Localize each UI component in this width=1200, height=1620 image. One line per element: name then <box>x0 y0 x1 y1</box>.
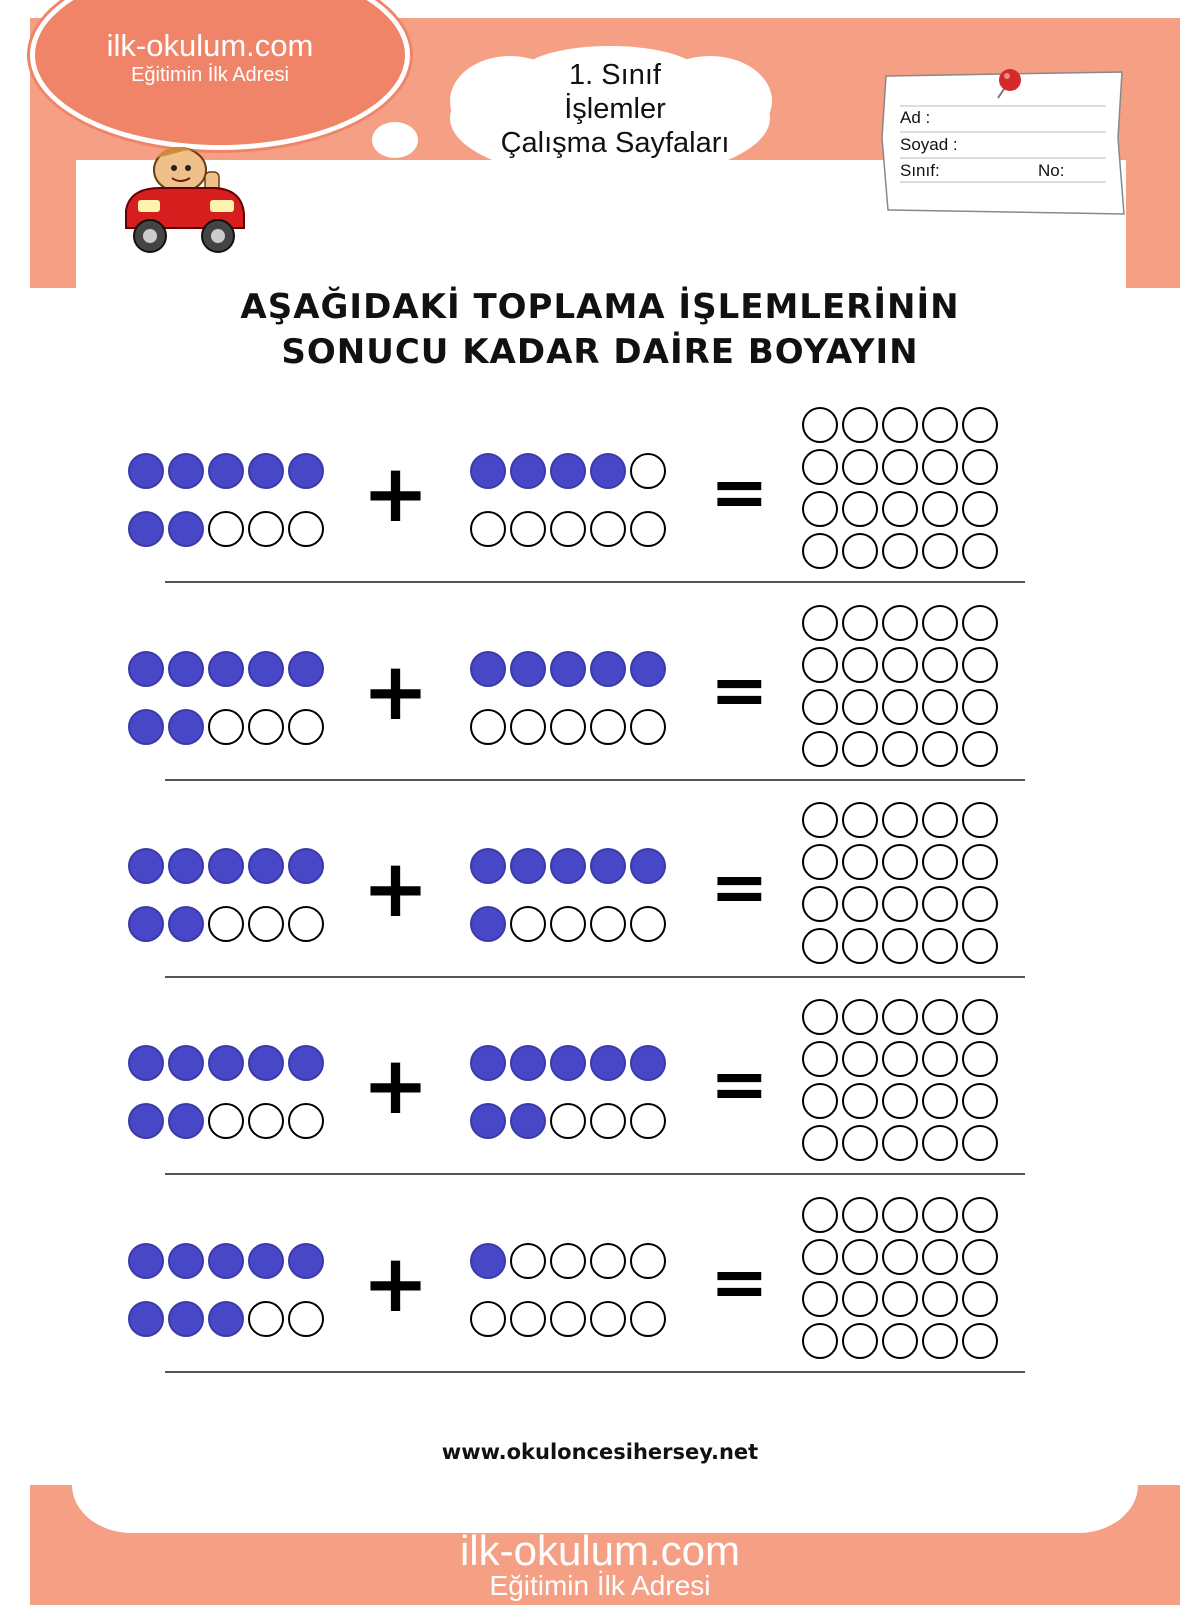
filled-circle <box>510 1103 546 1139</box>
empty-circle[interactable] <box>962 689 998 725</box>
empty-circle[interactable] <box>470 1301 506 1337</box>
empty-circle[interactable] <box>962 999 998 1035</box>
filled-circle <box>288 848 324 884</box>
empty-circle[interactable] <box>842 1041 878 1077</box>
empty-circle[interactable] <box>922 802 958 838</box>
filled-circle <box>248 848 284 884</box>
row-divider <box>165 581 1025 583</box>
empty-circle[interactable] <box>842 1323 878 1359</box>
empty-circle[interactable] <box>590 1103 626 1139</box>
empty-circle[interactable] <box>630 511 666 547</box>
empty-circle[interactable] <box>630 1301 666 1337</box>
empty-circle[interactable] <box>922 844 958 880</box>
filled-circle <box>208 848 244 884</box>
empty-circle[interactable] <box>510 1301 546 1337</box>
empty-circle[interactable] <box>922 647 958 683</box>
empty-circle[interactable] <box>922 928 958 964</box>
filled-circle <box>470 1243 506 1279</box>
empty-circle[interactable] <box>842 1197 878 1233</box>
name-card <box>878 68 1130 218</box>
filled-circle <box>128 906 164 942</box>
empty-circle[interactable] <box>550 906 586 942</box>
empty-circle[interactable] <box>510 709 546 745</box>
logo-title[interactable]: ilk-okulum.com <box>106 28 314 63</box>
empty-circle[interactable] <box>802 1125 838 1161</box>
empty-circle[interactable] <box>802 533 838 569</box>
empty-circle[interactable] <box>882 491 918 527</box>
filled-circle <box>248 1243 284 1279</box>
filled-circle <box>248 453 284 489</box>
empty-circle[interactable] <box>208 709 244 745</box>
empty-circle[interactable] <box>962 844 998 880</box>
empty-circle[interactable] <box>590 709 626 745</box>
plus-sign: + <box>362 1237 430 1330</box>
empty-circle[interactable] <box>922 1323 958 1359</box>
empty-circle[interactable] <box>842 928 878 964</box>
filled-circle <box>208 1045 244 1081</box>
empty-circle[interactable] <box>802 844 838 880</box>
row-divider <box>165 1371 1025 1373</box>
empty-circle[interactable] <box>510 511 546 547</box>
filled-circle <box>128 1243 164 1279</box>
empty-circle[interactable] <box>630 906 666 942</box>
empty-circle[interactable] <box>802 1239 838 1275</box>
empty-circle[interactable] <box>962 731 998 767</box>
empty-circle[interactable] <box>962 1125 998 1161</box>
cloud-line-pages: Çalışma Sayfaları <box>500 127 730 159</box>
empty-circle[interactable] <box>962 1083 998 1119</box>
row-divider <box>165 779 1025 781</box>
plus-sign: + <box>362 1039 430 1132</box>
empty-circle[interactable] <box>922 491 958 527</box>
instruction-line-2: SONUCU KADAR DAİRE BOYAYIN <box>281 332 919 372</box>
filled-circle <box>510 453 546 489</box>
filled-circle <box>168 906 204 942</box>
empty-circle[interactable] <box>922 886 958 922</box>
empty-circle[interactable] <box>882 844 918 880</box>
empty-circle[interactable] <box>802 1281 838 1317</box>
filled-circle <box>128 651 164 687</box>
empty-circle[interactable] <box>288 709 324 745</box>
empty-circle[interactable] <box>842 647 878 683</box>
empty-circle[interactable] <box>922 1125 958 1161</box>
footer-slogan: Eğitimin İlk Adresi <box>489 1570 711 1601</box>
empty-circle[interactable] <box>630 1243 666 1279</box>
pushpin-icon <box>988 64 1028 104</box>
empty-circle[interactable] <box>802 1083 838 1119</box>
empty-circle[interactable] <box>248 709 284 745</box>
worksheet-heading <box>470 58 760 160</box>
filled-circle <box>128 848 164 884</box>
filled-circle <box>128 1301 164 1337</box>
filled-circle <box>470 848 506 884</box>
empty-circle[interactable] <box>288 1301 324 1337</box>
empty-circle[interactable] <box>842 449 878 485</box>
empty-circle[interactable] <box>802 689 838 725</box>
empty-circle[interactable] <box>208 906 244 942</box>
empty-circle[interactable] <box>802 999 838 1035</box>
filled-circle <box>470 906 506 942</box>
empty-circle[interactable] <box>922 689 958 725</box>
empty-circle[interactable] <box>590 1301 626 1337</box>
filled-circle <box>168 1045 204 1081</box>
empty-circle[interactable] <box>842 844 878 880</box>
filled-circle <box>550 453 586 489</box>
filled-circle <box>128 709 164 745</box>
empty-circle[interactable] <box>550 511 586 547</box>
empty-circle[interactable] <box>550 1243 586 1279</box>
empty-circle[interactable] <box>510 906 546 942</box>
empty-circle[interactable] <box>882 689 918 725</box>
empty-circle[interactable] <box>962 605 998 641</box>
empty-circle[interactable] <box>550 1103 586 1139</box>
empty-circle[interactable] <box>882 928 918 964</box>
filled-circle <box>128 453 164 489</box>
filled-circle <box>590 1045 626 1081</box>
empty-circle[interactable] <box>510 1243 546 1279</box>
empty-circle[interactable] <box>550 709 586 745</box>
filled-circle <box>168 1301 204 1337</box>
empty-circle[interactable] <box>922 533 958 569</box>
cloud-bubble <box>258 210 276 224</box>
filled-circle <box>128 511 164 547</box>
empty-circle[interactable] <box>842 407 878 443</box>
empty-circle[interactable] <box>842 533 878 569</box>
footer-brand[interactable]: ilk-okulum.com <box>459 1527 741 1574</box>
card-class-label: Sınıf: <box>900 161 940 180</box>
filled-circle <box>510 1045 546 1081</box>
empty-circle[interactable] <box>962 449 998 485</box>
empty-circle[interactable] <box>802 449 838 485</box>
instruction-line-1: AŞAĞIDAKİ TOPLAMA İŞLEMLERİNİN <box>240 287 960 327</box>
empty-circle[interactable] <box>802 407 838 443</box>
plus-sign: + <box>362 645 430 738</box>
cloud-bubble <box>372 122 418 158</box>
filled-circle <box>470 1045 506 1081</box>
empty-circle[interactable] <box>288 511 324 547</box>
empty-circle[interactable] <box>842 1281 878 1317</box>
cloud-bubble <box>290 196 316 216</box>
empty-circle[interactable] <box>802 731 838 767</box>
filled-circle <box>470 1103 506 1139</box>
empty-circle[interactable] <box>922 1239 958 1275</box>
filled-circle <box>288 1045 324 1081</box>
filled-circle <box>288 1243 324 1279</box>
empty-circle[interactable] <box>882 731 918 767</box>
card-surname-label: Soyad : <box>900 135 958 154</box>
empty-circle[interactable] <box>922 605 958 641</box>
empty-circle[interactable] <box>590 906 626 942</box>
empty-circle[interactable] <box>922 731 958 767</box>
filled-circle <box>208 1301 244 1337</box>
empty-circle[interactable] <box>962 802 998 838</box>
empty-circle[interactable] <box>882 1239 918 1275</box>
cloud-line-topic: İşlemler <box>564 93 666 125</box>
filled-circle <box>550 1045 586 1081</box>
filled-circle <box>550 848 586 884</box>
filled-circle <box>248 651 284 687</box>
empty-circle[interactable] <box>922 1041 958 1077</box>
filled-circle <box>630 1045 666 1081</box>
empty-circle[interactable] <box>208 1103 244 1139</box>
filled-circle <box>168 709 204 745</box>
empty-circle[interactable] <box>842 731 878 767</box>
filled-circle <box>248 1045 284 1081</box>
website-link[interactable]: www.okuloncesihersey.net <box>441 1440 759 1464</box>
filled-circle <box>510 651 546 687</box>
empty-circle[interactable] <box>842 491 878 527</box>
empty-circle[interactable] <box>630 709 666 745</box>
empty-circle[interactable] <box>590 511 626 547</box>
empty-circle[interactable] <box>962 886 998 922</box>
empty-circle[interactable] <box>962 407 998 443</box>
empty-circle[interactable] <box>882 1041 918 1077</box>
equals-sign: = <box>710 451 769 533</box>
empty-circle[interactable] <box>962 1281 998 1317</box>
empty-circle[interactable] <box>882 449 918 485</box>
empty-circle[interactable] <box>802 886 838 922</box>
filled-circle <box>470 453 506 489</box>
filled-circle <box>168 651 204 687</box>
empty-circle[interactable] <box>882 605 918 641</box>
empty-circle[interactable] <box>550 1301 586 1337</box>
row-divider <box>165 1173 1025 1175</box>
empty-circle[interactable] <box>882 1323 918 1359</box>
filled-circle <box>128 1103 164 1139</box>
empty-circle[interactable] <box>248 1301 284 1337</box>
empty-circle[interactable] <box>288 1103 324 1139</box>
empty-circle[interactable] <box>248 906 284 942</box>
empty-circle[interactable] <box>962 1323 998 1359</box>
empty-circle[interactable] <box>882 1125 918 1161</box>
empty-circle[interactable] <box>630 453 666 489</box>
filled-circle <box>208 1243 244 1279</box>
empty-circle[interactable] <box>470 709 506 745</box>
car-mascot-icon <box>120 140 250 260</box>
empty-circle[interactable] <box>962 647 998 683</box>
empty-circle[interactable] <box>882 533 918 569</box>
addition-problem <box>0 405 1200 605</box>
empty-circle[interactable] <box>842 1083 878 1119</box>
filled-circle <box>590 453 626 489</box>
empty-circle[interactable] <box>962 491 998 527</box>
filled-circle <box>288 651 324 687</box>
empty-circle[interactable] <box>922 449 958 485</box>
footer-curve <box>72 1485 1138 1533</box>
empty-circle[interactable] <box>922 1083 958 1119</box>
empty-circle[interactable] <box>802 491 838 527</box>
empty-circle[interactable] <box>962 1197 998 1233</box>
addition-problem <box>0 997 1200 1197</box>
empty-circle[interactable] <box>802 605 838 641</box>
row-divider <box>165 976 1025 978</box>
empty-circle[interactable] <box>842 1125 878 1161</box>
empty-circle[interactable] <box>882 1083 918 1119</box>
card-name-label: Ad : <box>900 108 931 127</box>
empty-circle[interactable] <box>842 999 878 1035</box>
empty-circle[interactable] <box>882 886 918 922</box>
empty-circle[interactable] <box>802 1041 838 1077</box>
empty-circle[interactable] <box>922 1281 958 1317</box>
filled-circle <box>168 453 204 489</box>
empty-circle[interactable] <box>842 802 878 838</box>
empty-circle[interactable] <box>802 1197 838 1233</box>
empty-circle[interactable] <box>802 1323 838 1359</box>
empty-circle[interactable] <box>630 1103 666 1139</box>
logo-subtitle: Eğitimin İlk Adresi <box>131 64 289 86</box>
plus-sign: + <box>362 842 430 935</box>
filled-circle <box>168 1243 204 1279</box>
filled-circle <box>630 848 666 884</box>
addition-problem <box>0 1195 1200 1395</box>
filled-circle <box>168 1103 204 1139</box>
empty-circle[interactable] <box>882 407 918 443</box>
filled-circle <box>208 453 244 489</box>
empty-circle[interactable] <box>842 1239 878 1275</box>
empty-circle[interactable] <box>922 1197 958 1233</box>
filled-circle <box>128 1045 164 1081</box>
equals-sign: = <box>710 846 769 928</box>
filled-circle <box>470 651 506 687</box>
addition-problem <box>0 800 1200 1000</box>
empty-circle[interactable] <box>248 1103 284 1139</box>
filled-circle <box>168 511 204 547</box>
empty-circle[interactable] <box>922 999 958 1035</box>
empty-circle[interactable] <box>802 928 838 964</box>
empty-circle[interactable] <box>882 1197 918 1233</box>
empty-circle[interactable] <box>922 407 958 443</box>
empty-circle[interactable] <box>842 689 878 725</box>
filled-circle <box>550 651 586 687</box>
card-number-label: No: <box>1038 161 1065 180</box>
equals-sign: = <box>710 1043 769 1125</box>
filled-circle <box>590 651 626 687</box>
filled-circle <box>288 453 324 489</box>
empty-circle[interactable] <box>208 511 244 547</box>
filled-circle <box>630 651 666 687</box>
empty-circle[interactable] <box>962 928 998 964</box>
cloud-line-grade: 1. Sınıf <box>569 59 661 91</box>
empty-circle[interactable] <box>288 906 324 942</box>
empty-circle[interactable] <box>470 511 506 547</box>
addition-problem <box>0 603 1200 803</box>
empty-circle[interactable] <box>842 886 878 922</box>
empty-circle[interactable] <box>882 1281 918 1317</box>
empty-circle[interactable] <box>962 533 998 569</box>
equals-sign: = <box>710 1241 769 1323</box>
empty-circle[interactable] <box>962 1239 998 1275</box>
plus-sign: + <box>362 447 430 540</box>
equals-sign: = <box>710 649 769 731</box>
cloud-bubble <box>330 170 366 196</box>
empty-circle[interactable] <box>590 1243 626 1279</box>
empty-circle[interactable] <box>248 511 284 547</box>
filled-circle <box>590 848 626 884</box>
filled-circle <box>510 848 546 884</box>
filled-circle <box>208 651 244 687</box>
empty-circle[interactable] <box>882 802 918 838</box>
empty-circle[interactable] <box>962 1041 998 1077</box>
filled-circle <box>168 848 204 884</box>
empty-circle[interactable] <box>802 802 838 838</box>
empty-circle[interactable] <box>882 647 918 683</box>
empty-circle[interactable] <box>802 647 838 683</box>
empty-circle[interactable] <box>842 605 878 641</box>
empty-circle[interactable] <box>882 999 918 1035</box>
